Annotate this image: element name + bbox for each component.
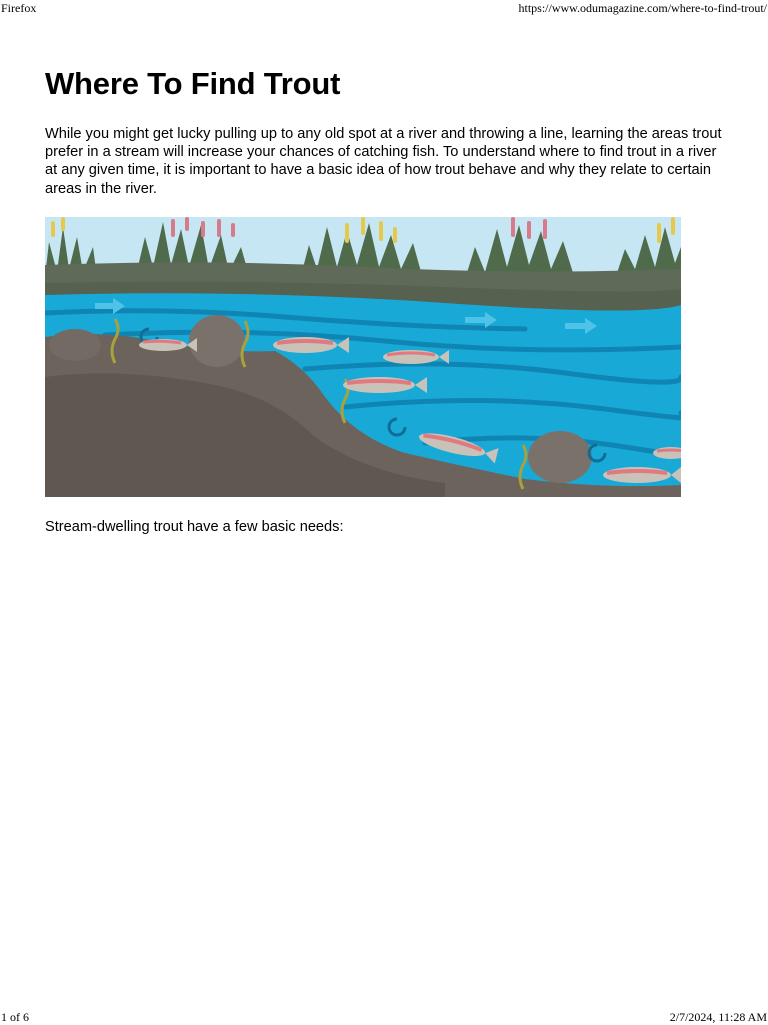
print-datetime: 2/7/2024, 11:28 AM — [669, 1010, 767, 1024]
rock — [528, 431, 592, 483]
intro-paragraph: While you might get lucky pulling up to any old spot at a river and throwing a line, learning the areas trout prefer in a stream will increase your chances of catching fish. To understand where to find trout in a river at any given time, it is important to have a basic idea of how trout behave and why they relate to certain areas in the river. — [45, 126, 722, 197]
page-url: https://www.odumagazine.com/where-to-find-trout/ — [518, 1, 767, 15]
needs-intro: Stream-dwelling trout have a few basic needs: — [45, 518, 344, 535]
browser-name: Firefox — [1, 1, 37, 15]
rock — [49, 329, 101, 361]
river-illustration — [45, 217, 681, 497]
print-footer — [0, 1009, 768, 1025]
print-header — [0, 0, 768, 16]
article — [45, 64, 725, 536]
article-title: Where To Find Trout — [45, 66, 341, 101]
rock — [189, 315, 245, 367]
page-counter: 1 of 6 — [1, 1010, 29, 1024]
